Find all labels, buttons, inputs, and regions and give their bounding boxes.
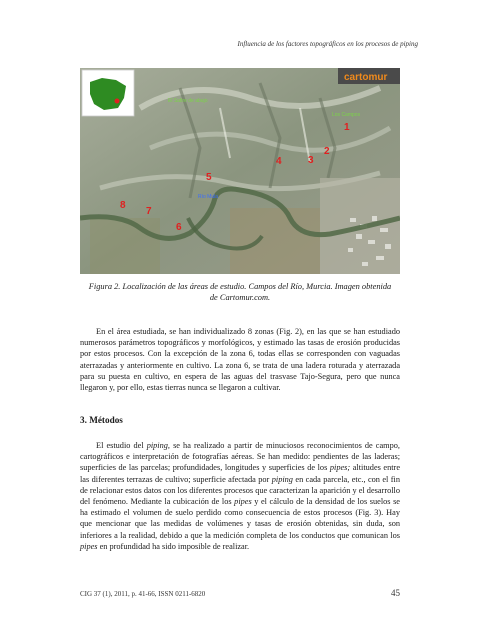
footer-citation: CIG 37 (1), 2011, p. 41-66, ISSN 0211-6820 (80, 590, 206, 598)
term-pipes: pipes; (329, 463, 351, 473)
river-label: Río Mula (198, 194, 219, 200)
map-label-top: Los Campos (332, 112, 361, 118)
zone-marker-1: 1 (344, 122, 350, 133)
study-area-map (80, 68, 400, 274)
page-number: 45 (391, 588, 400, 598)
zone-marker-7: 7 (146, 206, 152, 217)
text-run: , se ha realizado a partir de minuciosos reconocimientos de campo, cartográficos e interpretación de fotografías aéreas. Se han medido: pendientes de las laderas; superficies de las parcelas; profundidades, longitudes y superficies de los (80, 441, 401, 473)
text-run: altitudes entre las diferentes terrazas de cultivo; superficie afectada por (80, 463, 401, 484)
paragraph-study-area: En el área estudiada, se han individualizado 8 zonas (Fig. 2), en las que se han estudiado numerosos parámetros topográficos y morfológicos, y estimado las tasas de erosión producidas por estos procesos. Con la excepción de la zona 6, todas ellas se corresponden con vaguadas aterrazadas y anteriormente en cultivo. La zona 6, se trata de una ladera roturada y aterrazada para su puesta en cultivo, en espera de las aguas del trasvase Tajo-Segura, pero que nunca llegaron y, por ello, estas tierras nunca se llegaron a cultivar. (80, 327, 400, 393)
zone-marker-3: 3 (308, 155, 314, 166)
zone-marker-5: 5 (206, 172, 212, 183)
satellite-map (80, 68, 400, 274)
zone-marker-4: 4 (276, 156, 282, 167)
location-dot (115, 99, 120, 104)
text-run: en cada parcela, etc., con el fin de relacionar estos datos con los diferentes procesos que caracterizan la aparición y el desarrollo del fenómeno. Mediante la cubicación de los (80, 474, 401, 507)
text-run: y el cálculo de la densidad de los suelos se ha estimado el volumen de suelo perdido como consecuencia de estos procesos (Fig. 3). Hay que mencionar que las medidas de volúmenes y tasas de erosión obtenidas, sin duda, son inferiores a la realidad, debido a que la medición completa de los conductos que comunican los (80, 497, 400, 540)
term-pipes: pipes (80, 541, 98, 551)
text-run: El estudio del (96, 441, 147, 450)
paragraph-methods (80, 440, 400, 552)
text-run: en profundidad ha sido imposible de realizar. (97, 541, 250, 551)
zone-marker-2: 2 (324, 146, 330, 157)
figure-caption: Figura 2. Localización de las áreas de estudio. Campos del Río, Murcia. Imagen obtenida de Cartomur.com. (88, 282, 392, 302)
zone-marker-8: 8 (120, 200, 126, 211)
section-heading: 3. Métodos (80, 415, 123, 425)
inset-label: El Saltre de abajo (168, 98, 208, 104)
term-piping: piping (271, 474, 293, 484)
running-head: Influencia de los factores topográficos en los procesos de piping (237, 40, 418, 48)
cartomur-logo: cartomur (344, 72, 388, 83)
zone-marker-6: 6 (176, 222, 182, 233)
term-pipes: pipes (234, 497, 252, 507)
term-piping: piping (146, 441, 168, 450)
